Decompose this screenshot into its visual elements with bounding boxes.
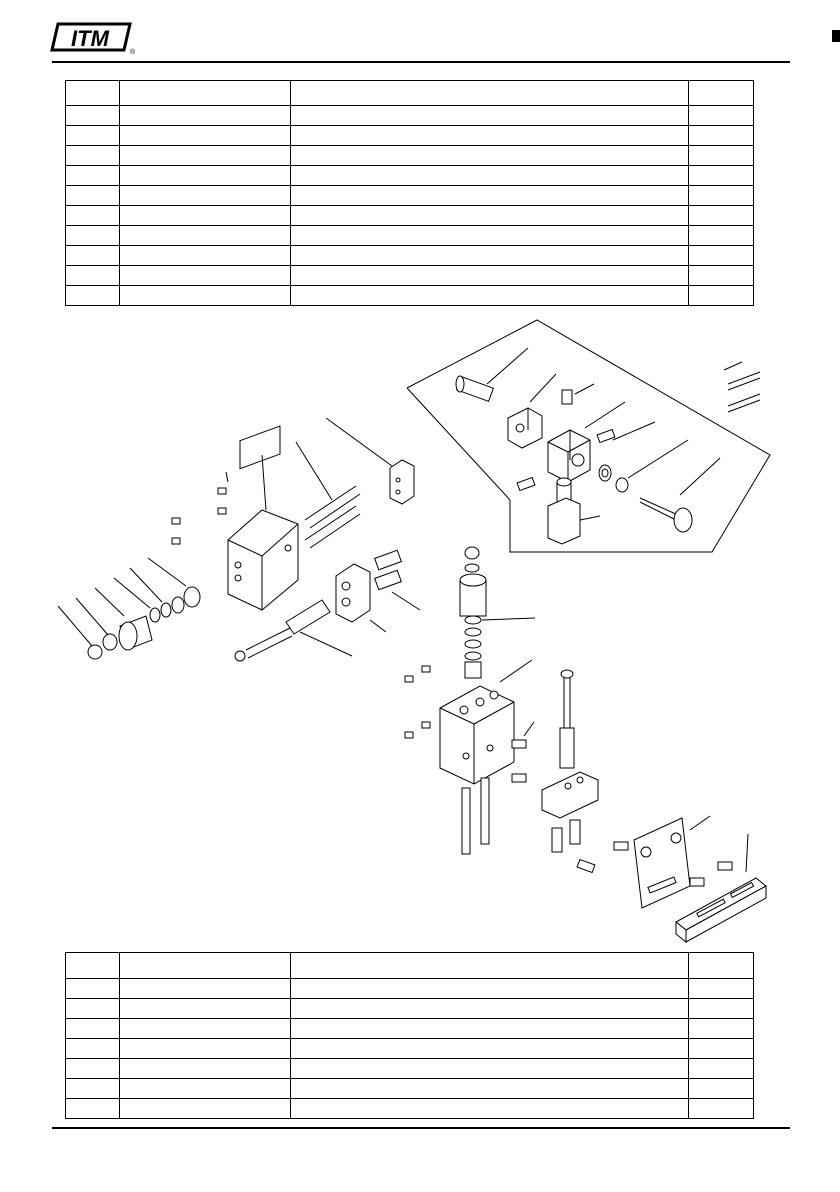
table-cell	[689, 146, 754, 166]
table-cell	[689, 979, 754, 999]
table-cell	[66, 1079, 120, 1099]
table-cell	[66, 286, 120, 306]
table-cell	[120, 186, 291, 206]
table-cell	[120, 979, 291, 999]
table-cell	[291, 166, 689, 186]
table-cell	[689, 999, 754, 1019]
table-cell	[120, 246, 291, 266]
center-stack-part	[460, 547, 535, 678]
table-row	[66, 286, 754, 306]
table-cell	[689, 286, 754, 306]
table-cell	[120, 1059, 291, 1079]
lower-set-screws-part	[405, 666, 430, 738]
table-cell	[291, 81, 689, 106]
table-row	[66, 1099, 754, 1119]
screw-part	[597, 422, 655, 442]
table-cell	[689, 1059, 754, 1079]
table-row	[66, 1039, 754, 1059]
table-cell	[66, 266, 120, 286]
table-cell	[291, 1059, 689, 1079]
table-cell	[291, 1019, 689, 1039]
vertical-rods-part	[462, 778, 489, 854]
vertical-pin-part	[560, 670, 574, 768]
table-cell	[66, 186, 120, 206]
table-cell	[66, 166, 120, 186]
table-cell	[291, 266, 689, 286]
table-row	[66, 246, 754, 266]
washer-part	[599, 465, 611, 481]
parts-table-bottom	[65, 952, 754, 1119]
table-cell	[689, 953, 754, 979]
table-cell	[291, 126, 689, 146]
table-cell	[291, 1099, 689, 1119]
table-cell	[689, 126, 754, 146]
table-cell	[66, 1039, 120, 1059]
table-cell	[291, 1039, 689, 1059]
table-cell	[291, 999, 689, 1019]
exploded-parts-diagram	[0, 310, 840, 950]
table-cell	[291, 186, 689, 206]
table-row	[66, 206, 754, 226]
hollow-pin-part	[456, 348, 528, 401]
table-cell	[120, 146, 291, 166]
table-cell	[689, 226, 754, 246]
table-cell	[120, 1019, 291, 1039]
table-cell	[120, 81, 291, 106]
table-cell	[120, 226, 291, 246]
cube-block-part	[548, 402, 625, 482]
table-cell	[66, 206, 120, 226]
table-cell	[66, 126, 120, 146]
table-cell	[66, 999, 120, 1019]
table-cell	[66, 1099, 120, 1119]
table-cell	[66, 1059, 120, 1079]
table-row	[66, 266, 754, 286]
table-row	[66, 126, 754, 146]
table-cell	[66, 226, 120, 246]
table-row	[66, 979, 754, 999]
bottom-screw-part	[517, 478, 535, 491]
table-cell	[66, 81, 120, 106]
table-cell	[291, 246, 689, 266]
table-cell	[120, 999, 291, 1019]
table-cell	[291, 1079, 689, 1099]
small-block-part	[508, 374, 556, 448]
table-row	[66, 106, 754, 126]
flat-screws-part	[512, 722, 534, 782]
table-cell	[120, 1039, 291, 1059]
table-cell	[120, 953, 291, 979]
table-cell	[66, 953, 120, 979]
itm-logo	[52, 20, 134, 54]
table-cell	[120, 126, 291, 146]
ring-part	[616, 440, 688, 492]
table-row	[66, 999, 754, 1019]
table-row	[66, 226, 754, 246]
table-row	[66, 1059, 754, 1079]
table-cell	[120, 266, 291, 286]
table-cell	[66, 246, 120, 266]
table-cell	[689, 1039, 754, 1059]
table-cell	[291, 226, 689, 246]
table-cell	[120, 106, 291, 126]
table-cell	[120, 1079, 291, 1099]
table-cell	[120, 166, 291, 186]
table-cell	[66, 146, 120, 166]
table-cell	[291, 953, 689, 979]
table-cell	[66, 106, 120, 126]
table-cell	[120, 1099, 291, 1119]
footer-rule	[52, 1127, 790, 1129]
knob-bolt-part	[640, 458, 720, 532]
lower-frame-part	[440, 660, 532, 784]
table-cell	[291, 206, 689, 226]
table-cell	[66, 1019, 120, 1039]
table-row	[66, 166, 754, 186]
guide-rods-part	[296, 442, 360, 548]
page-edge-mark	[832, 30, 840, 42]
table-cell	[689, 1099, 754, 1119]
table-cell	[120, 206, 291, 226]
table-cell	[291, 286, 689, 306]
mounting-plate-part	[614, 816, 710, 908]
parts-table-top	[65, 80, 754, 306]
table-row	[66, 186, 754, 206]
long-bolts-part	[724, 362, 760, 412]
logo-text: ITM	[71, 26, 109, 51]
table-cell	[689, 106, 754, 126]
spacer-chain-part	[58, 558, 200, 659]
table-cell	[689, 81, 754, 106]
cap-screw-part	[562, 384, 594, 404]
table-cell	[689, 1079, 754, 1099]
table-cell	[689, 266, 754, 286]
frame-block-part	[228, 426, 298, 610]
table-row	[66, 146, 754, 166]
table-row	[66, 953, 754, 979]
table-cell	[689, 206, 754, 226]
table-cell	[291, 106, 689, 126]
table-cell	[66, 979, 120, 999]
table-cell	[120, 286, 291, 306]
slotted-bar-part	[676, 834, 766, 942]
table-cell	[291, 979, 689, 999]
header-rule	[52, 61, 790, 63]
table-row	[66, 1019, 754, 1039]
table-cell	[291, 146, 689, 166]
registered-mark: ®	[130, 49, 136, 56]
lower-bushing-block-part	[542, 772, 598, 872]
square-block-part	[326, 418, 414, 504]
table-cell	[689, 246, 754, 266]
table-cell	[689, 166, 754, 186]
pin-block-part	[548, 478, 600, 544]
table-row	[66, 1079, 754, 1099]
subassembly-outline	[407, 320, 770, 552]
table-cell	[689, 186, 754, 206]
bushing-block-part	[336, 550, 420, 632]
table-cell	[689, 1019, 754, 1039]
table-row	[66, 81, 754, 106]
set-screws-part	[172, 472, 228, 544]
long-pin-part	[235, 600, 352, 661]
